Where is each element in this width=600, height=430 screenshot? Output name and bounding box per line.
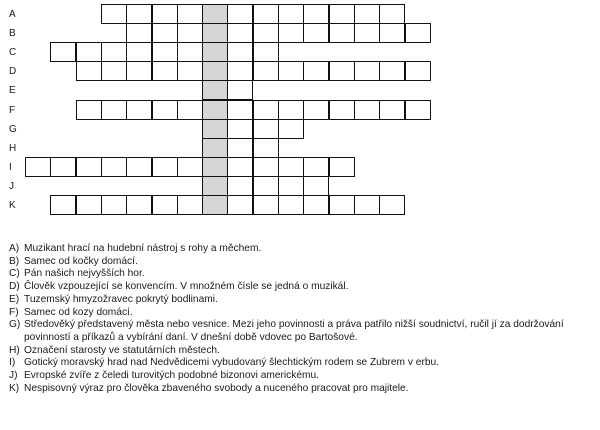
clue-text: Gotický moravský hrad nad Nedvědicemi vybudovaný šlechtickým rodem se Zubrem v erbu.: [24, 357, 440, 369]
crossword-cell[interactable]: [152, 61, 178, 81]
clue-text: Nespisovný výraz pro člověka zbaveného svobody a nuceného pracovat pro majitele.: [24, 382, 409, 394]
crossword-cell[interactable]: [227, 100, 253, 120]
clue-letter: F): [9, 306, 19, 318]
clue-text: Člověk vzpouzející se konvencím. V množném čísle se jedná o muzikál.: [24, 281, 349, 293]
crossword-cell[interactable]: [50, 157, 76, 177]
crossword-cell[interactable]: [379, 4, 405, 24]
clue-text: Samec od kozy domácí.: [24, 306, 133, 318]
crossword-cell[interactable]: [303, 195, 329, 215]
crossword-cell[interactable]: [227, 23, 253, 43]
crossword-cell[interactable]: [329, 157, 355, 177]
crossword-cell[interactable]: [126, 195, 152, 215]
clue-item: [9, 370, 594, 383]
crossword-cell[interactable]: [177, 42, 203, 62]
clue-text: Samec od kočky domácí.: [24, 255, 138, 267]
clue-item: [9, 243, 594, 256]
crossword-cell[interactable]: [177, 23, 203, 43]
secret-cell[interactable]: [202, 42, 228, 62]
crossword-cell[interactable]: [50, 42, 76, 62]
crossword-cell[interactable]: [101, 100, 127, 120]
crossword-cell[interactable]: [405, 23, 431, 43]
row-letter-h: H: [9, 142, 17, 154]
crossword-cell[interactable]: [227, 80, 253, 100]
crossword-cell[interactable]: [303, 23, 329, 43]
clue-text: Označení starosty ve statutárních městech.: [24, 344, 220, 356]
crossword-cell[interactable]: [354, 61, 380, 81]
crossword-cell[interactable]: [152, 157, 178, 177]
clue-text: Pán našich nejvyšších hor.: [24, 268, 145, 280]
crossword-cell[interactable]: [152, 195, 178, 215]
clue-letter: A): [9, 243, 20, 254]
crossword-cell[interactable]: [278, 195, 304, 215]
crossword-cell[interactable]: [253, 100, 279, 120]
secret-cell[interactable]: [202, 80, 228, 100]
clue-text: Tuzemský hmyzožravec pokrytý bodlinami.: [24, 293, 218, 305]
crossword-cell[interactable]: [76, 42, 102, 62]
crossword-cell[interactable]: [379, 61, 405, 81]
row-letter-g: G: [9, 123, 17, 135]
crossword-cell[interactable]: [177, 100, 203, 120]
crossword-cell[interactable]: [329, 4, 355, 24]
crossword-cell[interactable]: [278, 100, 304, 120]
secret-cell[interactable]: [202, 119, 228, 139]
crossword-cell[interactable]: [329, 100, 355, 120]
clue-item: [9, 383, 594, 396]
crossword-cell[interactable]: [126, 157, 152, 177]
crossword-cell[interactable]: [101, 42, 127, 62]
crossword-cell[interactable]: [278, 61, 304, 81]
crossword-cell[interactable]: [354, 195, 380, 215]
crossword-cell[interactable]: [76, 195, 102, 215]
crossword-cell[interactable]: [253, 23, 279, 43]
clue-letter: J): [9, 370, 18, 382]
clue-letter: D): [9, 281, 20, 293]
crossword-cell[interactable]: [354, 100, 380, 120]
crossword-cell[interactable]: [152, 100, 178, 120]
secret-cell[interactable]: [202, 157, 228, 177]
clue-letter: C): [9, 268, 20, 280]
clue-letter: E): [9, 293, 20, 305]
crossword-cell[interactable]: [227, 42, 253, 62]
secret-cell[interactable]: [202, 61, 228, 81]
crossword-cell[interactable]: [152, 4, 178, 24]
crossword-cell[interactable]: [253, 195, 279, 215]
crossword-cell[interactable]: [379, 100, 405, 120]
crossword-cell[interactable]: [101, 195, 127, 215]
clue-item: [9, 345, 594, 358]
secret-cell[interactable]: [202, 100, 228, 120]
crossword-cell[interactable]: [177, 157, 203, 177]
clue-item: [9, 319, 594, 344]
crossword-cell[interactable]: [227, 138, 253, 158]
crossword-cell[interactable]: [329, 61, 355, 81]
crossword-cell[interactable]: [126, 42, 152, 62]
crossword-cell[interactable]: [227, 157, 253, 177]
crossword-cell[interactable]: [379, 23, 405, 43]
crossword-cell[interactable]: [303, 157, 329, 177]
clue-text: Muzikant hrací na hudební nástroj s rohy a měchem.: [24, 243, 262, 254]
clue-letter: K): [9, 382, 20, 394]
row-letter-i: I: [9, 161, 12, 173]
row-letter-j: J: [9, 180, 14, 192]
clue-item: [9, 268, 594, 281]
clue-text: Středověký představený města nebo vesnice. Mezi jeho povinnosti a práva patřilo nižší soudnictví, ručil jí za dodržování povinností a příkazů a vybírání daní. V dnešní době vdovec po Bartošové.: [24, 319, 564, 343]
crossword-cell[interactable]: [177, 4, 203, 24]
clue-letter: B): [9, 255, 20, 267]
crossword-cell[interactable]: [354, 4, 380, 24]
crossword-cell[interactable]: [405, 100, 431, 120]
row-letter-b: B: [9, 28, 16, 40]
crossword-cell[interactable]: [303, 176, 329, 196]
crossword-cell[interactable]: [278, 176, 304, 196]
clue-item: [9, 307, 594, 320]
crossword-cell[interactable]: [152, 23, 178, 43]
crossword-cell[interactable]: [405, 61, 431, 81]
crossword-cell[interactable]: [303, 61, 329, 81]
crossword-cell[interactable]: [253, 4, 279, 24]
crossword-cell[interactable]: [76, 100, 102, 120]
crossword-cell[interactable]: [76, 157, 102, 177]
crossword-cell[interactable]: [278, 157, 304, 177]
crossword-cell[interactable]: [227, 4, 253, 24]
crossword-cell[interactable]: [253, 61, 279, 81]
clue-item: [9, 294, 594, 307]
crossword-cell[interactable]: [303, 4, 329, 24]
crossword-cell[interactable]: [253, 157, 279, 177]
clue-text: Evropské zvíře z čeledi turovitých podobné bizonovi americkému.: [24, 370, 320, 382]
secret-cell[interactable]: [202, 4, 228, 24]
crossword-cell[interactable]: [227, 61, 253, 81]
crossword-cell[interactable]: [227, 195, 253, 215]
clue-letter: I): [9, 357, 16, 369]
crossword-cell[interactable]: [253, 119, 279, 139]
crossword-cell[interactable]: [278, 4, 304, 24]
row-letter-a: A: [9, 9, 16, 20]
row-letter-f: F: [9, 104, 16, 116]
crossword-cell[interactable]: [50, 195, 76, 215]
clue-letter: H): [9, 344, 20, 356]
crossword-cell[interactable]: [177, 61, 203, 81]
crossword-cell[interactable]: [101, 61, 127, 81]
crossword-cell[interactable]: [126, 100, 152, 120]
crossword-cell[interactable]: [227, 176, 253, 196]
crossword-cell[interactable]: [101, 157, 127, 177]
row-letter-c: C: [9, 47, 17, 59]
clue-item: [9, 256, 594, 269]
clue-item: [9, 357, 594, 370]
crossword-cell[interactable]: [227, 119, 253, 139]
crossword-cell[interactable]: [101, 4, 127, 24]
crossword-cell[interactable]: [126, 4, 152, 24]
row-letter-e: E: [9, 85, 16, 97]
clue-item: [9, 281, 594, 294]
row-letter-k: K: [9, 200, 16, 211]
clue-list: [9, 243, 594, 395]
crossword-cell[interactable]: [379, 195, 405, 215]
crossword-cell[interactable]: [278, 119, 304, 139]
crossword-cell[interactable]: [152, 42, 178, 62]
crossword-cell[interactable]: [177, 195, 203, 215]
crossword-cell[interactable]: [25, 157, 51, 177]
secret-cell[interactable]: [202, 176, 228, 196]
crossword-cell[interactable]: [329, 195, 355, 215]
crossword-cell[interactable]: [354, 23, 380, 43]
crossword-cell[interactable]: [76, 61, 102, 81]
crossword-cell[interactable]: [303, 100, 329, 120]
row-letter-d: D: [9, 66, 17, 78]
secret-cell[interactable]: [202, 138, 228, 158]
crossword-cell[interactable]: [253, 138, 279, 158]
crossword-cell[interactable]: [126, 23, 152, 43]
crossword-cell[interactable]: [253, 176, 279, 196]
crossword-cell[interactable]: [253, 42, 279, 62]
secret-cell[interactable]: [202, 23, 228, 43]
crossword-cell[interactable]: [329, 23, 355, 43]
crossword-cell[interactable]: [278, 23, 304, 43]
secret-cell[interactable]: [202, 195, 228, 215]
crossword-cell[interactable]: [126, 61, 152, 81]
clue-letter: G): [9, 319, 21, 331]
